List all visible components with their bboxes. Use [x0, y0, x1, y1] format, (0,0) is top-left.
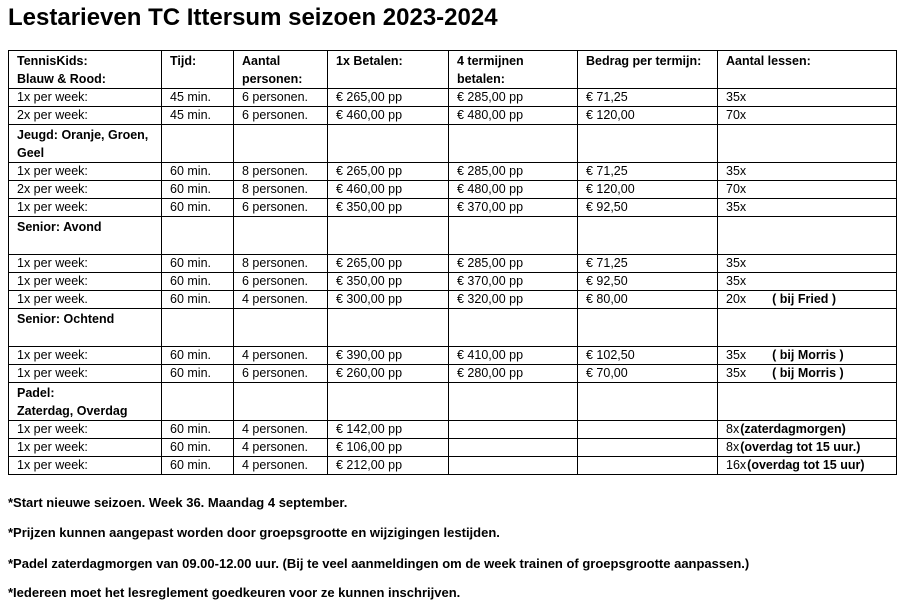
group-size-cell: 6 personen.	[234, 199, 328, 217]
group-size-cell: 8 personen.	[234, 163, 328, 181]
single-payment-cell: € 265,00 pp	[328, 163, 449, 181]
single-payment-cell: € 460,00 pp	[328, 181, 449, 199]
frequency-cell: 1x per week:	[9, 421, 162, 439]
lesson-note: (overdag tot 15 uur)	[747, 458, 865, 472]
installment-total-cell: € 370,00 pp	[449, 273, 578, 291]
frequency-cell: 1x per week:	[9, 255, 162, 273]
installment-amount-cell	[578, 439, 718, 457]
empty-cell	[718, 125, 897, 163]
empty-cell	[449, 383, 578, 421]
section-title: Senior: Avond	[9, 217, 162, 255]
installment-total-cell: € 480,00 pp	[449, 107, 578, 125]
section-title: Padel: Zaterdag, Overdag	[9, 383, 162, 421]
lessons-count: 20x	[726, 292, 747, 306]
lesson-note: (overdag tot 15 uur.)	[740, 440, 861, 454]
lessons-count: 70x	[726, 182, 747, 196]
duration-cell: 60 min.	[162, 365, 234, 383]
installment-amount-cell: € 102,50	[578, 347, 718, 365]
group-size-cell: 8 personen.	[234, 255, 328, 273]
installment-amount-cell	[578, 457, 718, 475]
footnote: *Start nieuwe seizoen. Week 36. Maandag 4 september.	[8, 495, 348, 510]
table-row	[9, 457, 897, 475]
section-title: Senior: Ochtend	[9, 309, 162, 347]
installment-total-cell: € 370,00 pp	[449, 199, 578, 217]
group-size-cell: 6 personen.	[234, 89, 328, 107]
table-row	[9, 347, 897, 365]
column-header: Tijd:	[162, 51, 234, 89]
rates-table	[8, 50, 897, 475]
section-header-row	[9, 125, 897, 163]
lessons-count: 8x	[726, 440, 740, 454]
installment-total-cell: € 320,00 pp	[449, 291, 578, 309]
table-row	[9, 439, 897, 457]
duration-cell: 60 min.	[162, 291, 234, 309]
column-header: TennisKids: Blauw & Rood:	[9, 51, 162, 89]
empty-cell	[162, 217, 234, 255]
duration-cell: 60 min.	[162, 199, 234, 217]
lessons-count-cell	[718, 199, 897, 217]
empty-cell	[234, 309, 328, 347]
installment-total-cell: € 285,00 pp	[449, 89, 578, 107]
lesson-note: ( bij Morris )	[772, 348, 844, 362]
single-payment-cell: € 460,00 pp	[328, 107, 449, 125]
footnote: *Iedereen moet het lesreglement goedkeuren voor ze kunnen inschrijven.	[8, 585, 461, 600]
empty-cell	[578, 217, 718, 255]
installment-total-cell: € 285,00 pp	[449, 255, 578, 273]
installment-total-cell: € 480,00 pp	[449, 181, 578, 199]
lessons-count-cell	[718, 273, 897, 291]
installment-amount-cell: € 92,50	[578, 199, 718, 217]
lessons-count: 35x	[726, 274, 747, 288]
single-payment-cell: € 300,00 pp	[328, 291, 449, 309]
duration-cell: 60 min.	[162, 347, 234, 365]
duration-cell: 60 min.	[162, 457, 234, 475]
frequency-cell: 1x per week:	[9, 457, 162, 475]
single-payment-cell: € 142,00 pp	[328, 421, 449, 439]
frequency-cell: 1x per week:	[9, 89, 162, 107]
frequency-cell: 2x per week:	[9, 181, 162, 199]
empty-cell	[162, 125, 234, 163]
section-header-row	[9, 217, 897, 255]
lessons-count: 16x	[726, 458, 747, 472]
empty-cell	[234, 383, 328, 421]
installment-total-cell	[449, 457, 578, 475]
group-size-cell: 4 personen.	[234, 439, 328, 457]
section-title: Jeugd: Oranje, Groen, Geel	[9, 125, 162, 163]
column-header: 1x Betalen:	[328, 51, 449, 89]
column-header: Bedrag per termijn:	[578, 51, 718, 89]
footnote: *Padel zaterdagmorgen van 09.00-12.00 uur. (Bij te veel aanmeldingen om de week trainen of groepsgrootte aanpassen.)	[8, 556, 750, 571]
empty-cell	[718, 383, 897, 421]
duration-cell: 45 min.	[162, 89, 234, 107]
group-size-cell: 8 personen.	[234, 181, 328, 199]
installment-amount-cell: € 92,50	[578, 273, 718, 291]
empty-cell	[578, 383, 718, 421]
lessons-count-cell	[718, 421, 897, 439]
table-row	[9, 291, 897, 309]
frequency-cell: 1x per week:	[9, 347, 162, 365]
lessons-count-cell	[718, 163, 897, 181]
lessons-count: 35x	[726, 366, 747, 380]
lessons-count-cell	[718, 181, 897, 199]
installment-total-cell	[449, 421, 578, 439]
empty-cell	[328, 383, 449, 421]
table-row	[9, 89, 897, 107]
lessons-count-cell	[718, 255, 897, 273]
empty-cell	[578, 125, 718, 163]
lesson-note: (zaterdagmorgen)	[740, 422, 846, 436]
empty-cell	[162, 309, 234, 347]
single-payment-cell: € 212,00 pp	[328, 457, 449, 475]
group-size-cell: 6 personen.	[234, 107, 328, 125]
lessons-count: 8x	[726, 422, 740, 436]
empty-cell	[449, 309, 578, 347]
table-row	[9, 255, 897, 273]
lessons-count-cell	[718, 457, 897, 475]
section-header-row	[9, 383, 897, 421]
lessons-count-cell	[718, 291, 897, 309]
group-size-cell: 6 personen.	[234, 273, 328, 291]
frequency-cell: 1x per week:	[9, 273, 162, 291]
duration-cell: 45 min.	[162, 107, 234, 125]
installment-amount-cell: € 120,00	[578, 107, 718, 125]
footnote: *Prijzen kunnen aangepast worden door groepsgrootte en wijzigingen lestijden.	[8, 525, 500, 540]
single-payment-cell: € 260,00 pp	[328, 365, 449, 383]
lessons-count-cell	[718, 365, 897, 383]
table-row	[9, 181, 897, 199]
group-size-cell: 4 personen.	[234, 291, 328, 309]
single-payment-cell: € 265,00 pp	[328, 255, 449, 273]
duration-cell: 60 min.	[162, 181, 234, 199]
single-payment-cell: € 106,00 pp	[328, 439, 449, 457]
lessons-count: 35x	[726, 200, 747, 214]
table-row	[9, 107, 897, 125]
duration-cell: 60 min.	[162, 273, 234, 291]
lesson-note: ( bij Fried )	[772, 292, 837, 306]
duration-cell: 60 min.	[162, 163, 234, 181]
lessons-count-cell	[718, 89, 897, 107]
lesson-note: ( bij Morris )	[772, 366, 844, 380]
empty-cell	[718, 217, 897, 255]
table-row	[9, 199, 897, 217]
frequency-cell: 1x per week:	[9, 199, 162, 217]
installment-total-cell	[449, 439, 578, 457]
duration-cell: 60 min.	[162, 421, 234, 439]
installment-total-cell: € 285,00 pp	[449, 163, 578, 181]
lessons-count-cell	[718, 107, 897, 125]
empty-cell	[718, 309, 897, 347]
empty-cell	[449, 125, 578, 163]
empty-cell	[328, 309, 449, 347]
installment-amount-cell: € 120,00	[578, 181, 718, 199]
group-size-cell: 6 personen.	[234, 365, 328, 383]
empty-cell	[234, 217, 328, 255]
frequency-cell: 1x per week:	[9, 163, 162, 181]
installment-amount-cell: € 71,25	[578, 255, 718, 273]
empty-cell	[328, 125, 449, 163]
column-header: 4 termijnen betalen:	[449, 51, 578, 89]
lessons-count: 35x	[726, 90, 747, 104]
empty-cell	[328, 217, 449, 255]
single-payment-cell: € 265,00 pp	[328, 89, 449, 107]
lessons-count: 35x	[726, 256, 747, 270]
duration-cell: 60 min.	[162, 439, 234, 457]
group-size-cell: 4 personen.	[234, 347, 328, 365]
installment-total-cell: € 410,00 pp	[449, 347, 578, 365]
single-payment-cell: € 350,00 pp	[328, 273, 449, 291]
installment-total-cell: € 280,00 pp	[449, 365, 578, 383]
table-row	[9, 273, 897, 291]
frequency-cell: 2x per week:	[9, 107, 162, 125]
empty-cell	[449, 217, 578, 255]
installment-amount-cell: € 71,25	[578, 163, 718, 181]
frequency-cell: 1x per week:	[9, 365, 162, 383]
lessons-count: 35x	[726, 164, 747, 178]
lessons-count: 35x	[726, 348, 747, 362]
single-payment-cell: € 390,00 pp	[328, 347, 449, 365]
group-size-cell: 4 personen.	[234, 457, 328, 475]
installment-amount-cell	[578, 421, 718, 439]
section-header-row	[9, 309, 897, 347]
table-row	[9, 365, 897, 383]
column-header: Aantal lessen:	[718, 51, 897, 89]
table-row	[9, 421, 897, 439]
single-payment-cell: € 350,00 pp	[328, 199, 449, 217]
empty-cell	[162, 383, 234, 421]
column-header: Aantal personen:	[234, 51, 328, 89]
table-row	[9, 163, 897, 181]
lessons-count: 70x	[726, 108, 747, 122]
installment-amount-cell: € 70,00	[578, 365, 718, 383]
empty-cell	[234, 125, 328, 163]
lessons-count-cell	[718, 347, 897, 365]
frequency-cell: 1x per week:	[9, 439, 162, 457]
duration-cell: 60 min.	[162, 255, 234, 273]
group-size-cell: 4 personen.	[234, 421, 328, 439]
empty-cell	[578, 309, 718, 347]
lessons-count-cell	[718, 439, 897, 457]
page-title: Lestarieven TC Ittersum seizoen 2023-2024	[8, 4, 498, 31]
frequency-cell: 1x per week.	[9, 291, 162, 309]
installment-amount-cell: € 71,25	[578, 89, 718, 107]
installment-amount-cell: € 80,00	[578, 291, 718, 309]
header-row	[9, 51, 897, 89]
